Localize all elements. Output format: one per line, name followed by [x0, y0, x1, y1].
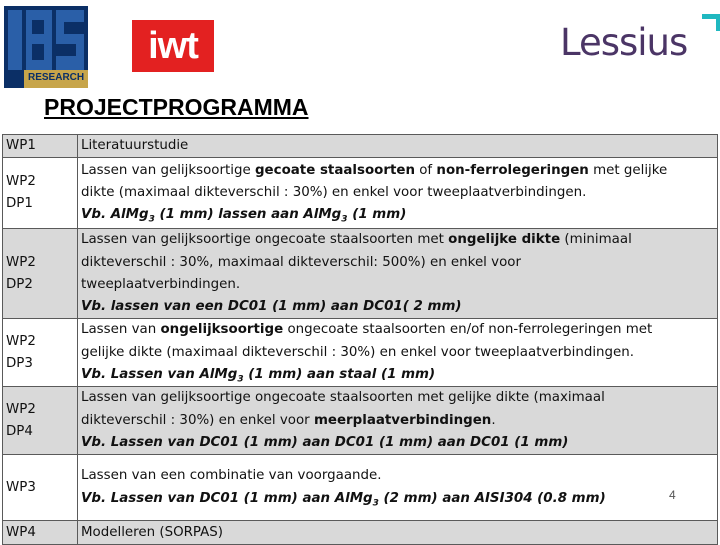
description-text: Literatuurstudie [81, 138, 189, 153]
description-text: non-ferrolegeringen [436, 162, 589, 178]
description-text: 3 [237, 374, 244, 385]
work-package-code-line: DP1 [6, 196, 33, 212]
work-package-code [3, 135, 78, 158]
description-line [81, 319, 714, 341]
work-package-code [3, 387, 78, 455]
table-row [3, 521, 718, 545]
description-text: gelijke dikte (maximaal dikteverschil : 30%) en enkel voor tweeplaatverbindingen. [81, 344, 635, 360]
work-package-code-line: WP2 [6, 174, 36, 189]
description-line [81, 342, 714, 364]
work-package-code [3, 158, 78, 229]
table-row [3, 158, 718, 229]
work-package-description [78, 387, 718, 455]
work-package-code-line: DP3 [6, 355, 33, 371]
work-package-code-line: WP2 [6, 254, 36, 270]
description-text: Vb. lassen van een DC01 (1 mm) aan DC01( 2 mm) [81, 299, 462, 315]
work-package-code-line: WP2 [6, 401, 36, 417]
description-line [81, 252, 714, 274]
table-row [3, 455, 718, 521]
description-text: Vb. AlMg [81, 207, 149, 223]
work-package-description [78, 521, 718, 545]
work-package-code-line: WP3 [6, 479, 36, 495]
description-line [81, 229, 714, 251]
description-text: 3 [341, 215, 348, 226]
description-line [81, 160, 714, 182]
description-text: Lassen van gelijksoortige ongecoate staalsoorten met gelijke dikte (maximaal [81, 390, 605, 406]
description-text: dikteverschil : 30%) en enkel voor [81, 412, 314, 428]
table-row [3, 387, 718, 455]
description-text: (minimaal [560, 232, 632, 248]
description-text: (1 mm) [347, 207, 407, 223]
table-row [3, 135, 718, 158]
description-text: Lassen van [81, 322, 161, 338]
description-line [81, 522, 714, 544]
description-text: ongelijksoortige [160, 322, 284, 338]
work-package-code-line: DP4 [6, 423, 33, 439]
table-row [3, 319, 718, 387]
description-text: met gelijke [588, 162, 668, 178]
description-text: of [414, 162, 437, 178]
description-text: 3 [148, 215, 155, 226]
work-package-code [3, 229, 78, 319]
description-line [81, 274, 714, 296]
work-package-description [78, 158, 718, 229]
lessius-logo-text: Lessius [560, 21, 688, 64]
iwt-logo [132, 20, 214, 72]
work-package-code-line: DP2 [6, 276, 33, 292]
table-row [3, 229, 718, 319]
work-package-code-line: WP2 [6, 333, 36, 349]
work-package-code-line: WP4 [6, 524, 36, 540]
description-text: ongecoate staalsoorten en/of non-ferrolegeringen met [283, 322, 653, 338]
ibs-caption: RESEARCH [28, 72, 85, 83]
ibs-research-logo [4, 6, 88, 88]
description-line [81, 432, 714, 454]
work-package-code-line: WP1 [6, 138, 36, 153]
description-text: Lassen van een combinatie van voorgaande. [81, 468, 382, 484]
lessius-logo [556, 12, 716, 62]
work-package-description [78, 229, 718, 319]
description-line [81, 465, 714, 487]
lessius-bracket-mark [702, 14, 720, 31]
description-text: 3 [372, 498, 379, 509]
description-line [81, 135, 714, 157]
description-text: Lassen van gelijksoortige ongecoate staalsoorten met [81, 232, 449, 248]
description-text: (1 mm) lassen aan AlMg [154, 207, 342, 223]
iwt-logo-text: iwt [148, 25, 198, 67]
description-line [81, 410, 714, 432]
description-text: tweeplaatverbindingen. [81, 276, 241, 292]
work-package-description [78, 455, 718, 521]
work-package-code [3, 455, 78, 521]
description-text: meerplaatverbindingen [313, 412, 492, 428]
description-line [81, 296, 714, 318]
page-title: PROJECTPROGRAMMA [44, 94, 309, 120]
work-package-description [78, 319, 718, 387]
description-text: (1 mm) aan staal (1 mm) [243, 367, 436, 383]
description-text: dikte (maximaal dikteverschil : 30%) en enkel voor tweeplaatverbindingen. [81, 185, 587, 201]
description-text: . [491, 412, 496, 428]
work-package-description [78, 135, 718, 158]
description-text: ongelijke dikte [448, 232, 561, 248]
description-text: dikteverschil : 30%, maximaal dikteverschil: 500%) en enkel voor [81, 254, 521, 270]
description-text: Vb. Lassen van DC01 (1 mm) aan AlMg [81, 490, 373, 506]
description-line [81, 387, 714, 409]
page-number: 4 [669, 488, 676, 502]
description-line [81, 364, 714, 386]
description-text: (2 mm) aan AISI304 (0.8 mm) [378, 490, 606, 506]
description-line [81, 182, 714, 204]
work-package-code [3, 319, 78, 387]
description-line [81, 204, 714, 226]
description-text: gecoate staalsoorten [254, 162, 415, 178]
description-text: Vb. Lassen van DC01 (1 mm) aan DC01 (1 mm) aan DC01 (1 mm) [81, 434, 569, 450]
description-text: Vb. Lassen van AlMg [81, 367, 238, 383]
work-package-code [3, 521, 78, 545]
description-line [81, 488, 714, 510]
description-text: Lassen van gelijksoortige [81, 162, 255, 178]
description-text: Modelleren (SORPAS) [81, 524, 224, 540]
project-program-table [2, 134, 718, 545]
